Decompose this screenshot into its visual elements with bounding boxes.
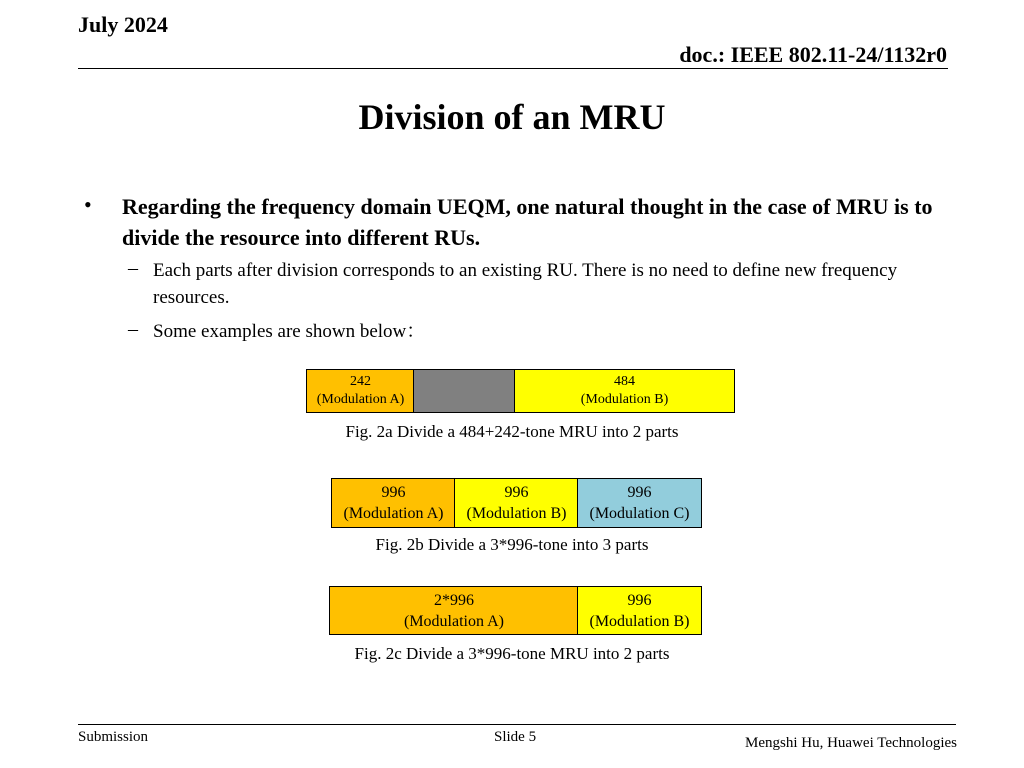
sub-bullet-marker: – (128, 257, 138, 279)
footer-divider (78, 724, 956, 725)
ru-box-996-a (331, 478, 456, 528)
header-date: July 2024 (78, 12, 168, 37)
footer-slide-number: Slide 5 (494, 729, 537, 745)
ru-modulation: (Modulation B) (589, 612, 690, 630)
ru-tone: 242 (350, 374, 371, 389)
slide-title: Division of an MRU (358, 97, 666, 137)
ru-tone: 996 (627, 591, 652, 609)
ru-tone: 996 (627, 484, 652, 501)
sub-bullet-marker: – (128, 318, 138, 340)
ru-modulation: (Modulation A) (343, 505, 444, 522)
ru-modulation: (Modulation B) (466, 505, 567, 522)
ru-modulation: (Modulation A) (316, 392, 405, 407)
footer-author: Mengshi Hu, Huawei Technologies (745, 735, 957, 751)
figure-caption: Fig. 2a Divide a 484+242-tone MRU into 2 parts (345, 422, 679, 441)
sub-bullet-text-1: Each parts after division corresponds to an existing RU. There is no need to define new frequency resources. (153, 260, 898, 308)
figure-caption: Fig. 2c Divide a 3*996-tone MRU into 2 parts (354, 644, 670, 663)
bullet-main-text: Regarding the frequency domain UEQM, one natural thought in the case of MRU is to divide the resource into different RUs. (122, 194, 933, 250)
header-divider (78, 68, 948, 69)
ru-box-996-c (577, 478, 702, 528)
ru-modulation: (Modulation C) (589, 505, 690, 522)
ru-modulation: (Modulation B) (580, 392, 669, 407)
ru-tone: 2*996 (434, 591, 474, 609)
bullet-marker: • (84, 192, 92, 217)
ru-box-unused (413, 369, 516, 413)
ru-modulation: (Modulation A) (404, 612, 504, 630)
ru-box-2x996 (329, 586, 579, 635)
figure-caption: Fig. 2b Divide a 3*996-tone into 3 parts (375, 535, 649, 554)
sub-bullet-text-2: Some examples are shown below： (153, 321, 426, 342)
header-doc-id: doc.: IEEE 802.11-24/1132r0 (679, 42, 947, 67)
ru-box-484 (514, 369, 735, 413)
footer-submission: Submission (78, 729, 149, 745)
ru-tone: 996 (381, 484, 406, 501)
ru-box-996 (577, 586, 702, 635)
ru-box-996-b (454, 478, 579, 528)
ru-box-242 (306, 369, 415, 413)
ru-tone: 996 (504, 484, 529, 501)
ru-tone: 484 (614, 374, 635, 389)
